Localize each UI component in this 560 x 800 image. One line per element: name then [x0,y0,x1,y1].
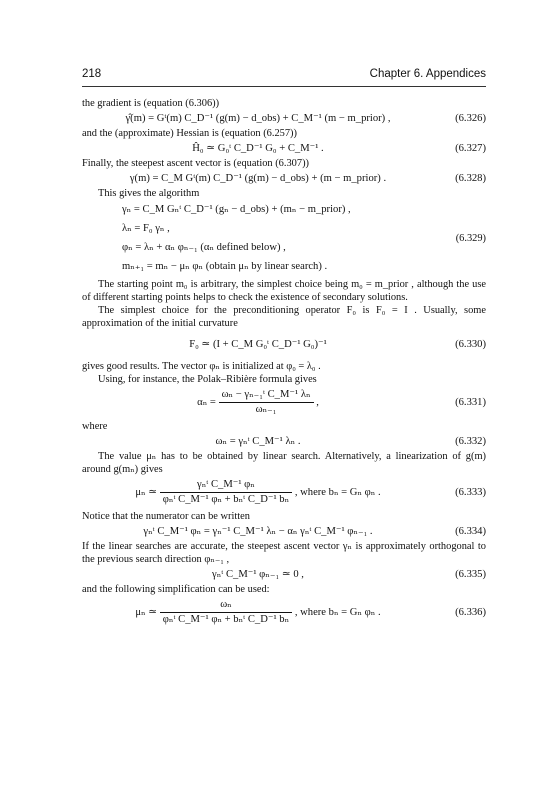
equation-tail: , [316,397,319,408]
fraction [160,479,292,506]
paragraph: The simplest choice for the preconditioning operator F₀ is F₀ = I . Usually, some approximation of the initial curvature [82,305,486,329]
paragraph: If the linear searches are accurate, the steepest ascent vector γₙ is approximately orthogonal to the previous search direction φₙ₋₁ , [82,541,486,565]
equation-6-332 [82,433,486,450]
paragraph: Using, for instance, the Polak–Ribière formula gives [98,374,317,385]
equation-number: (6.334) [455,526,486,537]
paragraph: Notice that the numerator can be written [82,511,250,522]
equation-body: ωₙ = γₙᵗ C_M⁻¹ λₙ . [215,436,301,447]
algorithm-rows [122,200,351,276]
equation-number: (6.331) [455,397,486,408]
equation-6-335 [82,566,486,583]
equation-number: (6.330) [455,339,486,350]
equation-number: (6.333) [455,487,486,498]
fraction-numerator: ωₙ − γₙ₋₁ᵗ C_M⁻¹ λₙ [219,389,314,403]
equation-tail: , where bₙ = Gₙ φₙ . [294,487,381,498]
algorithm-row: γₙ = C_M Gₙᵗ C_D⁻¹ (gₙ − d_obs) + (mₙ − m_prior) , [122,204,351,215]
fraction-denominator: φₙᵗ C_M⁻¹ φₙ + bₙᵗ C_D⁻¹ bₙ [162,494,290,506]
equation-body: γₙᵗ C_M⁻¹ φₙ = γₙ⁻¹ C_M⁻¹ λₙ − αₙ γₙᵗ C_M⁻¹ φₙ₋₁ . [143,526,373,537]
equation-tail: , where bₙ = Gₙ φₙ . [294,607,381,618]
paragraph: gives good results. The vector φₙ is initialized at φ₀ = λ₀ . [82,361,321,372]
header-rule [82,86,486,87]
page-body [82,97,486,630]
equation-6-330 [82,330,486,360]
equation-6-336 [82,596,486,630]
paragraph: the gradient is (equation (6.306)) [82,98,220,109]
equation-body: F₀ ≃ (I + C_M G₀ᵗ C_D⁻¹ G₀)⁻¹ [189,339,327,350]
fraction-numerator: ωₙ [160,599,292,613]
fraction [160,599,292,626]
paragraph: and the following simplification can be used: [82,584,270,595]
paragraph: Finally, the steepest ascent vector is (equation (6.307)) [82,158,309,169]
equation-body: γ(m) = C_M Gᵗ(m) C_D⁻¹ (g(m) − d_obs) + (m − m_prior) . [129,173,387,184]
equation-body: Ĥ₀ ≃ G₀ᵗ C_D⁻¹ G₀ + C_M⁻¹ . [192,143,324,154]
paragraph: This gives the algorithm [98,188,200,199]
paragraph: The value μₙ has to be obtained by linear search. Alternatively, a linearization of g(m) around g(mₙ) gives [82,451,486,475]
equation-body: γ̂(m) = Gᵗ(m) C_D⁻¹ (g(m) − d_obs) + C_M⁻¹ (m − m_prior) , [125,113,391,124]
equation-number: (6.327) [455,143,486,154]
paragraph: where [82,421,108,432]
running-header [82,68,486,86]
algorithm-row: φₙ = λₙ + αₙ φₙ₋₁ (αₙ defined below) , [122,242,286,253]
fraction-denominator: ωₙ₋₁ [255,404,277,416]
chapter-title: Chapter 6. Appendices [369,68,486,80]
equation-lhs: μₙ ≃ [135,607,158,618]
equation-6-326 [82,110,486,127]
page-number: 218 [82,68,102,80]
algorithm-row: λₙ = F₀ γₙ , [122,223,170,234]
equation-number: (6.329) [455,233,486,244]
equation-number: (6.332) [455,436,486,447]
equation-6-331 [82,386,486,420]
equation-6-329 [82,200,486,278]
fraction [219,389,314,416]
algorithm-row: mₙ₊₁ = mₙ − μₙ φₙ (obtain μₙ by linear search) . [122,261,328,272]
equation-number: (6.335) [455,569,486,580]
equation-number: (6.328) [455,173,486,184]
equation-number: (6.326) [455,113,486,124]
paragraph: and the (approximate) Hessian is (equation (6.257)) [82,128,297,139]
paragraph: The starting point m₀ is arbitrary, the simplest choice being m₀ = m_prior , although the use of different starting points helps to check the existence of secondary solutions. [82,279,486,303]
equation-6-334 [82,523,486,540]
equation-lhs: αₙ = [197,397,216,408]
equation-6-333 [82,476,486,510]
equation-number: (6.336) [455,607,486,618]
equation-lhs: μₙ ≃ [135,487,158,498]
fraction-denominator: φₙᵗ C_M⁻¹ φₙ + bₙᵗ C_D⁻¹ bₙ [162,614,290,626]
equation-6-327 [82,140,486,157]
fraction-numerator: γₙᵗ C_M⁻¹ φₙ [160,479,292,493]
equation-body: γₙᵗ C_M⁻¹ φₙ₋₁ ≃ 0 , [212,569,304,580]
equation-6-328 [82,170,486,187]
